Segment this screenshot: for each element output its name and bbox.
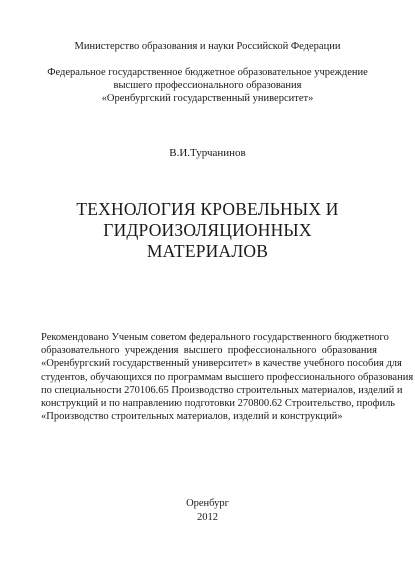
recommendation-line: студентов, обучающихся по программам высшего профессионального образования xyxy=(41,371,414,383)
publication-city: Оренбург xyxy=(186,498,229,509)
institution-block xyxy=(0,66,415,105)
recommendation-line: Рекомендовано Ученым советом федерального государственного бюджетного xyxy=(41,332,389,343)
title-line: ТЕХНОЛОГИЯ КРОВЕЛЬНЫХ И xyxy=(76,199,339,219)
recommendation-line: конструкций и по направлению подготовки 270800.62 Строительство, профиль xyxy=(41,398,396,410)
institution-line: Федеральное государственное бюджетное образовательное учреждение xyxy=(47,67,368,78)
publication-year: 2012 xyxy=(197,512,218,523)
recommendation-line: «Производство строительных материалов, изделий и конструкций» xyxy=(41,411,343,423)
author-name: В.И.Турчанинов xyxy=(169,147,246,159)
institution-line: высшего профессионального образования xyxy=(113,80,302,91)
book-title xyxy=(0,199,415,262)
recommendation-line: образовательного учреждения высшего профессионального образования xyxy=(41,345,377,357)
title-line: ГИДРОИЗОЛЯЦИОННЫХ xyxy=(103,220,312,240)
institution-line: «Оренбургский государственный университет» xyxy=(101,93,314,104)
recommendation-line: по специальности 270106.65 Производство строительных материалов, изделий и xyxy=(41,384,403,396)
recommendation-paragraph xyxy=(41,331,414,423)
recommendation-line: «Оренбургский государственный университет» в качестве учебного пособия для xyxy=(41,358,402,370)
ministry-name: Министерство образования и науки Российской Федерации xyxy=(74,41,341,52)
title-line: МАТЕРИАЛОВ xyxy=(146,241,269,261)
